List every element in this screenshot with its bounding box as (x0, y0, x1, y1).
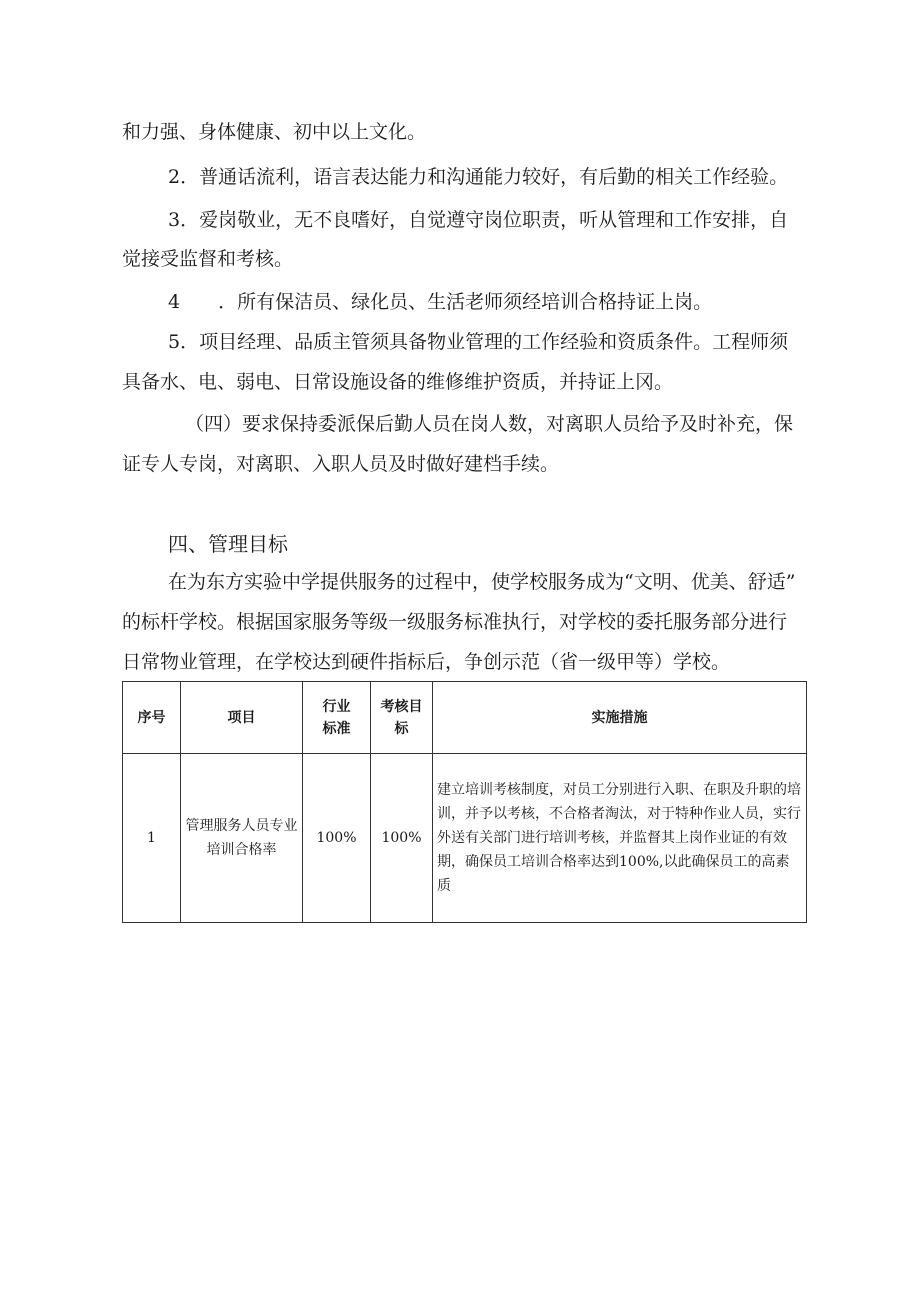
section-line: 日常物业管理，在学校达到硬件指标后，争创示范（省一级甲等）学校。 (122, 651, 731, 673)
paragraph-line: 和力强、身体健康、初中以上文化。 (122, 121, 427, 143)
cell-target: 100% (371, 754, 433, 923)
paragraph-line: 3．爱岗敬业，无不良嗜好，自觉遵守岗位职责，听从管理和工作安排，自 (168, 209, 789, 231)
cell-measures: 建立培训考核制度，对员工分别进行入职、在职及升职的培训，并予以考核，不合格者淘汰，对于特种作业人员，实行外送有关部门进行培训考核，并监督其上岗作业证的有效期，确保员工培训合格率达到100%,以此确保员工的高素质 (433, 754, 807, 923)
header-measures: 实施措施 (433, 682, 807, 754)
cell-item: 管理服务人员专业培训合格率 (181, 754, 303, 923)
paragraph-line: 觉接受监督和考核。 (122, 248, 294, 270)
paragraph-line: （四）要求保持委派保后勤人员在岗人数，对离职人员给予及时补充，保 (185, 413, 794, 435)
cell-no: 1 (123, 754, 181, 923)
paragraph-line: 具备水、电、弱电、日常设施设备的维修维护资质，并持证上冈。 (122, 371, 674, 393)
header-target: 考核目标 (371, 682, 433, 754)
section-line: 在为东方实验中学提供服务的过程中，使学校服务成为“文明、优美、舒适” (168, 571, 796, 593)
paragraph-line: 2．普通话流利，语言表达能力和沟通能力较好，有后勤的相关工作经验。 (168, 166, 789, 188)
paragraph-line: 4 ．所有保洁员、绿化员、生活老师须经培训合格持证上岗。 (168, 291, 713, 313)
header-item: 项目 (181, 682, 303, 754)
table-header-row (123, 682, 807, 754)
header-industry-standard: 行业标准 (303, 682, 371, 754)
section-line: 的标杆学校。根据国家服务等级一级服务标准执行，对学校的委托服务部分进行 (122, 611, 788, 633)
cell-industry-standard: 100% (303, 754, 371, 923)
paragraph-line: 5．项目经理、品质主管须具备物业管理的工作经验和资质条件。工程师须 (168, 331, 789, 353)
table-row (123, 754, 807, 923)
section-heading: 四、管理目标 (168, 532, 288, 556)
paragraph-line: 证专人专岗，对离职、入职人员及时做好建档手续。 (122, 453, 560, 475)
header-no: 序号 (123, 682, 181, 754)
management-target-table (122, 681, 807, 923)
